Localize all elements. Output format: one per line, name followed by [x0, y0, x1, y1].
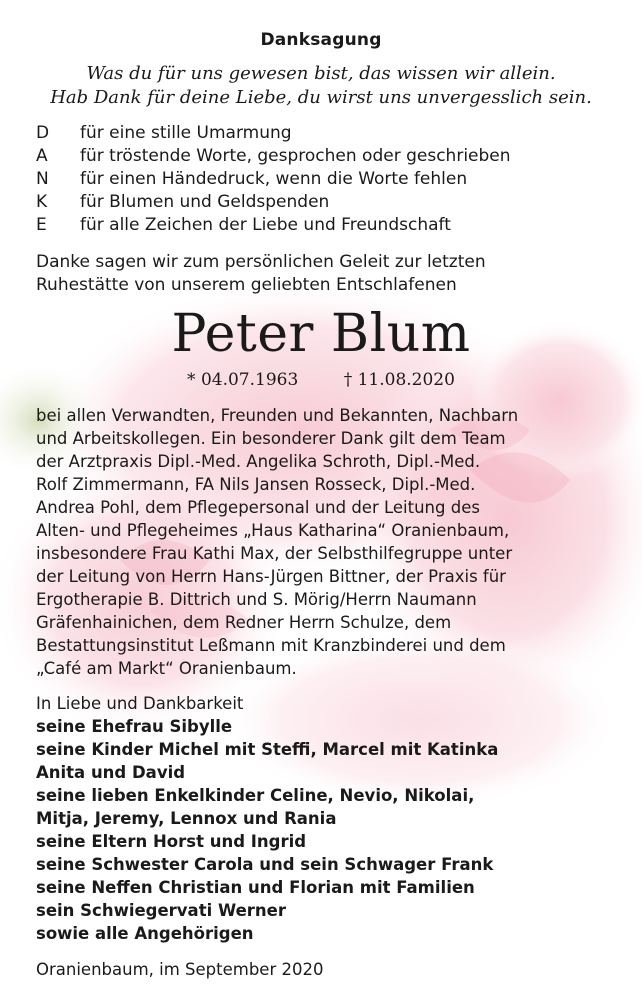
acrostic-letter: E — [36, 215, 47, 235]
life-dates — [0, 370, 642, 390]
text-line: bei allen Verwandten, Freunden und Bekannten, Nachbarn — [36, 406, 519, 425]
text-line: Andrea Pohl, dem Pflegepersonal und der Leitung des — [36, 498, 480, 517]
notice-heading: Danksagung — [260, 30, 382, 50]
text-line: Rolf Zimmermann, FA Nils Jansen Rosseck, Dipl.-Med. — [36, 475, 476, 494]
signer-line: Anita und David — [36, 763, 186, 782]
thanks-intro-line: Ruhestätte von unserem geliebten Entschlafenen — [36, 275, 457, 295]
acrostic-text: für einen Händedruck, wenn die Worte fehlen — [80, 169, 468, 189]
text-line: „Café am Markt“ Oranienbaum. — [36, 659, 297, 678]
signer-line: Mitja, Jeremy, Lennox und Rania — [36, 809, 337, 828]
text-line: der Leitung von Herrn Hans-Jürgen Bittner, der Praxis für — [36, 567, 506, 586]
birth-date: * 04.07.1963 — [187, 370, 299, 390]
acrostic-row — [36, 191, 511, 214]
acrostic-text: für eine stille Umarmung — [80, 123, 292, 143]
acrostic-row — [36, 214, 511, 237]
signer-line: seine Kinder Michel mit Steffi, Marcel mit Katinka — [36, 740, 499, 759]
acrostic-letter: A — [36, 146, 48, 166]
text-line: insbesondere Frau Kathi Max, der Selbsthilfegruppe unter — [36, 544, 513, 563]
signer-line: sowie alle Angehörigen — [36, 924, 254, 943]
acrostic-text: für tröstende Worte, gesprochen oder geschrieben — [80, 146, 511, 166]
text-line: Bestattungsinstitut Leßmann mit Kranzbinderei und dem — [36, 636, 506, 655]
deceased-name: Peter Blum — [171, 304, 471, 364]
death-date: † 11.08.2020 — [343, 370, 455, 390]
text-line: Alten- und Pflegeheimes „Haus Katharina“ Oranienbaum, — [36, 521, 510, 540]
quote-line: Was du für uns gewesen bist, das wissen wir allein. — [86, 63, 556, 84]
signoff-intro: In Liebe und Dankbarkeit — [36, 694, 244, 713]
acknowledgement-text — [36, 404, 518, 680]
acrostic-row — [36, 122, 511, 145]
acrostic-text: für Blumen und Geldspenden — [80, 192, 330, 212]
acrostic-letter: K — [36, 192, 48, 212]
acrostic-row — [36, 145, 511, 168]
signers-block — [36, 692, 498, 945]
signer-line: seine lieben Enkelkinder Celine, Nevio, Nikolai, — [36, 786, 475, 805]
signer-line: sein Schwiegervati Werner — [36, 901, 286, 920]
signer-line: seine Ehefrau Sibylle — [36, 717, 233, 736]
quote-line: Hab Dank für deine Liebe, du wirst uns unvergesslich sein. — [50, 87, 592, 108]
signer-line: seine Schwester Carola und sein Schwager Frank — [36, 855, 494, 874]
acrostic-letter: D — [36, 123, 50, 143]
acrostic-text: für alle Zeichen der Liebe und Freundschaft — [80, 215, 451, 235]
thanks-intro-line: Danke sagen wir zum persönlichen Geleit zur letzten — [36, 252, 486, 272]
text-line: Ergotherapie B. Dittrich und S. Mörig/Herrn Naumann — [36, 590, 477, 609]
text-line: der Arztpraxis Dipl.-Med. Angelika Schroth, Dipl.-Med. — [36, 452, 481, 471]
place-date: Oranienbaum, im September 2020 — [36, 960, 324, 979]
signer-line: seine Eltern Horst und Ingrid — [36, 832, 307, 851]
acrostic-letter: N — [36, 169, 49, 189]
signer-line: seine Neffen Christian und Florian mit Familien — [36, 878, 475, 897]
acrostic-list — [36, 122, 511, 237]
acrostic-row — [36, 168, 511, 191]
text-line: Gräfenhainichen, dem Redner Herrn Schulze, dem — [36, 613, 452, 632]
text-line: und Arbeitskollegen. Ein besonderer Dank gilt dem Team — [36, 429, 506, 448]
